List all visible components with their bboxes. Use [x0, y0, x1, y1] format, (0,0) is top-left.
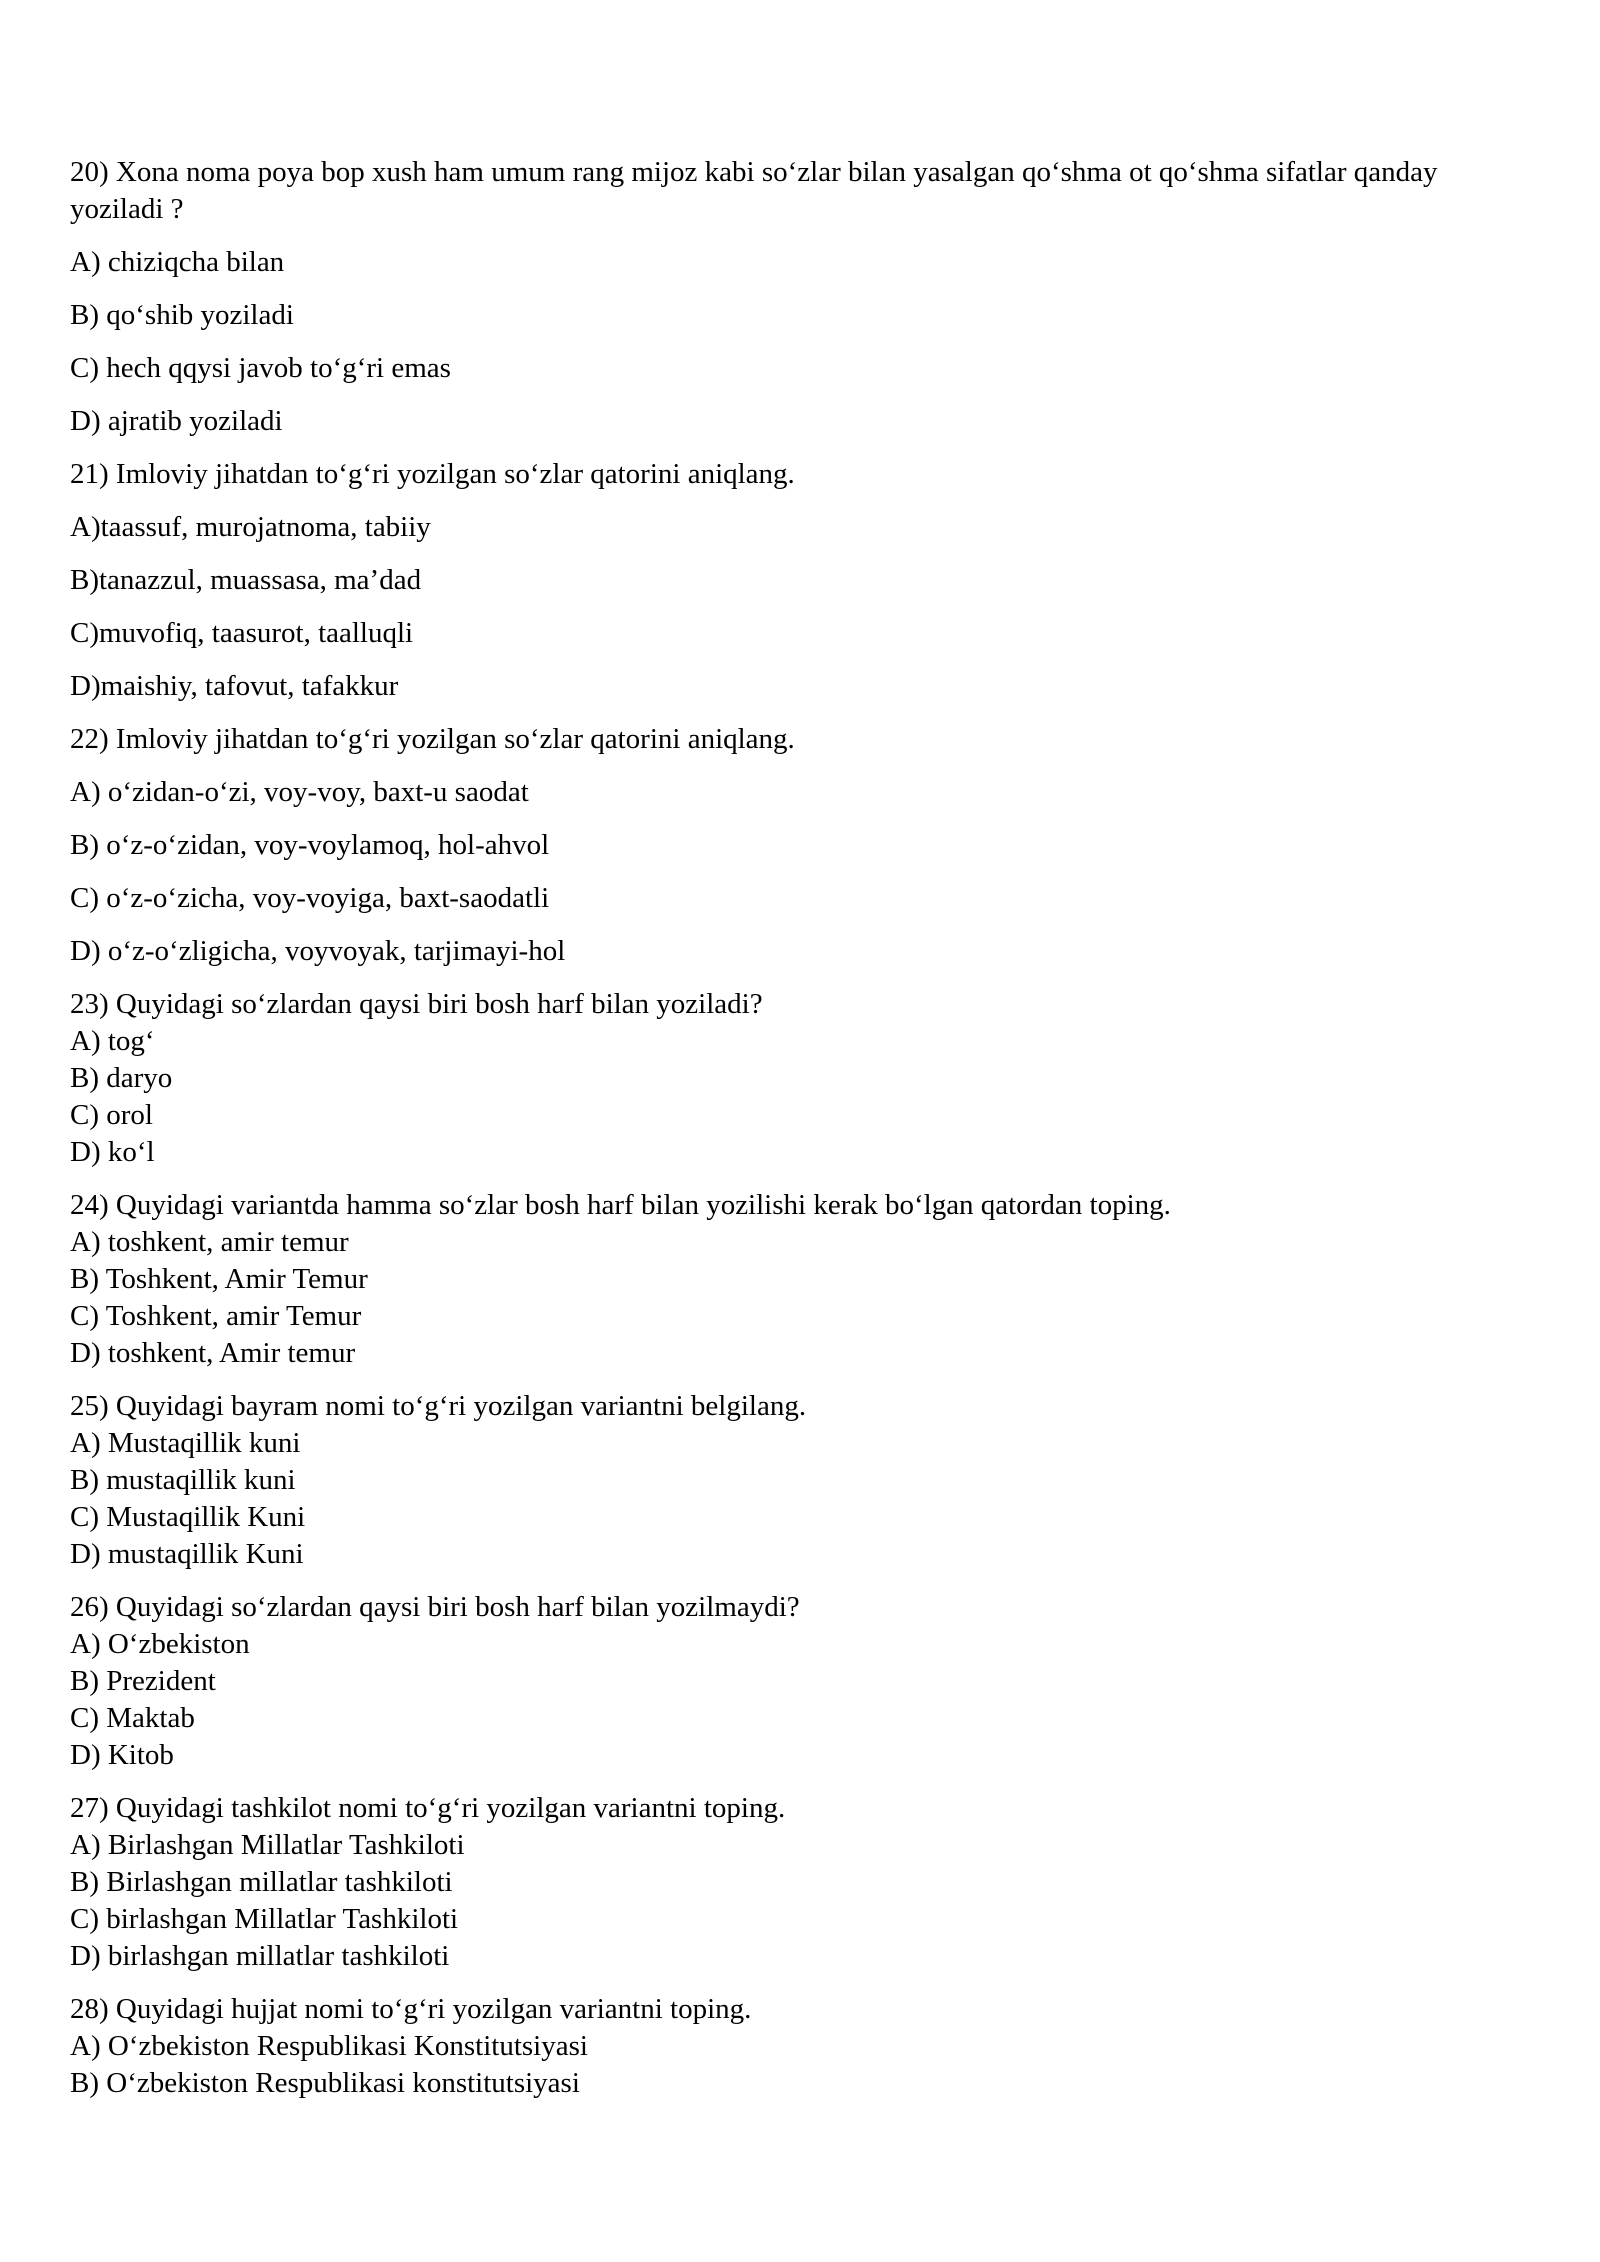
option-text: C) Maktab [70, 1702, 195, 1734]
option-text: B)tanazzul, muassasa, ma’dad [70, 564, 422, 596]
question-block-21 [70, 456, 1495, 705]
question-text: 27) Quyidagi tashkilot nomi to‘g‘ri yozilgan variantni toping. [70, 1792, 786, 1824]
question-block-23 [70, 986, 1495, 1171]
option-text: D) toshkent, Amir temur [70, 1337, 356, 1369]
question-text: 23) Quyidagi so‘zlardan qaysi biri bosh harf bilan yoziladi? [70, 988, 763, 1020]
option-text: C) birlashgan Millatlar Tashkiloti [70, 1903, 459, 1935]
option-text: D) Kitob [70, 1739, 174, 1771]
option-text: A) Mustaqillik kuni [70, 1427, 301, 1459]
option-text: D) ko‘l [70, 1136, 155, 1168]
option-text: D) o‘z-o‘zligicha, voyvoyak, tarjimayi-hol [70, 935, 566, 967]
question-text: 22) Imloviy jihatdan to‘g‘ri yozilgan so‘zlar qatorini aniqlang. [70, 723, 795, 755]
option-text: C) Toshkent, amir Temur [70, 1300, 362, 1332]
question-text: 25) Quyidagi bayram nomi to‘g‘ri yozilgan variantni belgilang. [70, 1390, 807, 1422]
question-block-25 [70, 1388, 1495, 1573]
option-text: B) O‘zbekiston Respublikasi konstitutsiyasi [70, 2067, 580, 2099]
question-text: 24) Quyidagi variantda hamma so‘zlar bosh harf bilan yozilishi kerak bo‘lgan qatordan toping. [70, 1189, 1171, 1221]
option-text: D)maishiy, tafovut, tafakkur [70, 670, 399, 702]
option-text: A) O‘zbekiston [70, 1628, 250, 1660]
option-text: C) o‘z-o‘zicha, voy-voyiga, baxt-saodatli [70, 882, 550, 914]
option-text: A)taassuf, murojatnoma, tabiiy [70, 511, 431, 543]
option-text: B) mustaqillik kuni [70, 1464, 296, 1496]
option-text: C) hech qqysi javob to‘g‘ri emas [70, 352, 451, 384]
option-text: C) Mustaqillik Kuni [70, 1501, 306, 1533]
option-text: B) o‘z-o‘zidan, voy-voylamoq, hol-ahvol [70, 829, 550, 861]
option-text: B) daryo [70, 1062, 173, 1094]
option-text: D) ajratib yoziladi [70, 405, 283, 437]
question-text: 28) Quyidagi hujjat nomi to‘g‘ri yozilgan variantni toping. [70, 1993, 752, 2025]
question-text: 26) Quyidagi so‘zlardan qaysi biri bosh harf bilan yozilmaydi? [70, 1591, 800, 1623]
question-block-27 [70, 1790, 1495, 1975]
option-text: B) Toshkent, Amir Temur [70, 1263, 368, 1295]
question-text: 20) Xona noma poya bop xush ham umum rang mijoz kabi so‘zlar bilan yasalgan qo‘shma ot qo‘shma sifatlar qanday yoziladi ? [70, 156, 1438, 225]
question-block-28 [70, 1991, 1495, 2102]
option-text: A) Birlashgan Millatlar Tashkiloti [70, 1829, 465, 1861]
option-text: A) O‘zbekiston Respublikasi Konstitutsiyasi [70, 2030, 588, 2062]
option-text: A) tog‘ [70, 1025, 155, 1057]
option-text: D) mustaqillik Kuni [70, 1538, 304, 1570]
option-text: A) chiziqcha bilan [70, 246, 285, 278]
question-block-24 [70, 1187, 1495, 1372]
option-text: B) Birlashgan millatlar tashkiloti [70, 1866, 453, 1898]
option-text: D) birlashgan millatlar tashkiloti [70, 1940, 450, 1972]
option-text: C)muvofiq, taasurot, taalluqli [70, 617, 414, 649]
question-text: 21) Imloviy jihatdan to‘g‘ri yozilgan so‘zlar qatorini aniqlang. [70, 458, 795, 490]
option-text: B) Prezident [70, 1665, 216, 1697]
question-block-26 [70, 1589, 1495, 1774]
option-text: A) toshkent, amir temur [70, 1226, 349, 1258]
option-text: B) qo‘shib yoziladi [70, 299, 294, 331]
option-text: C) orol [70, 1099, 153, 1131]
option-text: A) o‘zidan-o‘zi, voy-voy, baxt-u saodat [70, 776, 529, 808]
question-block-20 [70, 154, 1495, 440]
question-block-22 [70, 721, 1495, 970]
